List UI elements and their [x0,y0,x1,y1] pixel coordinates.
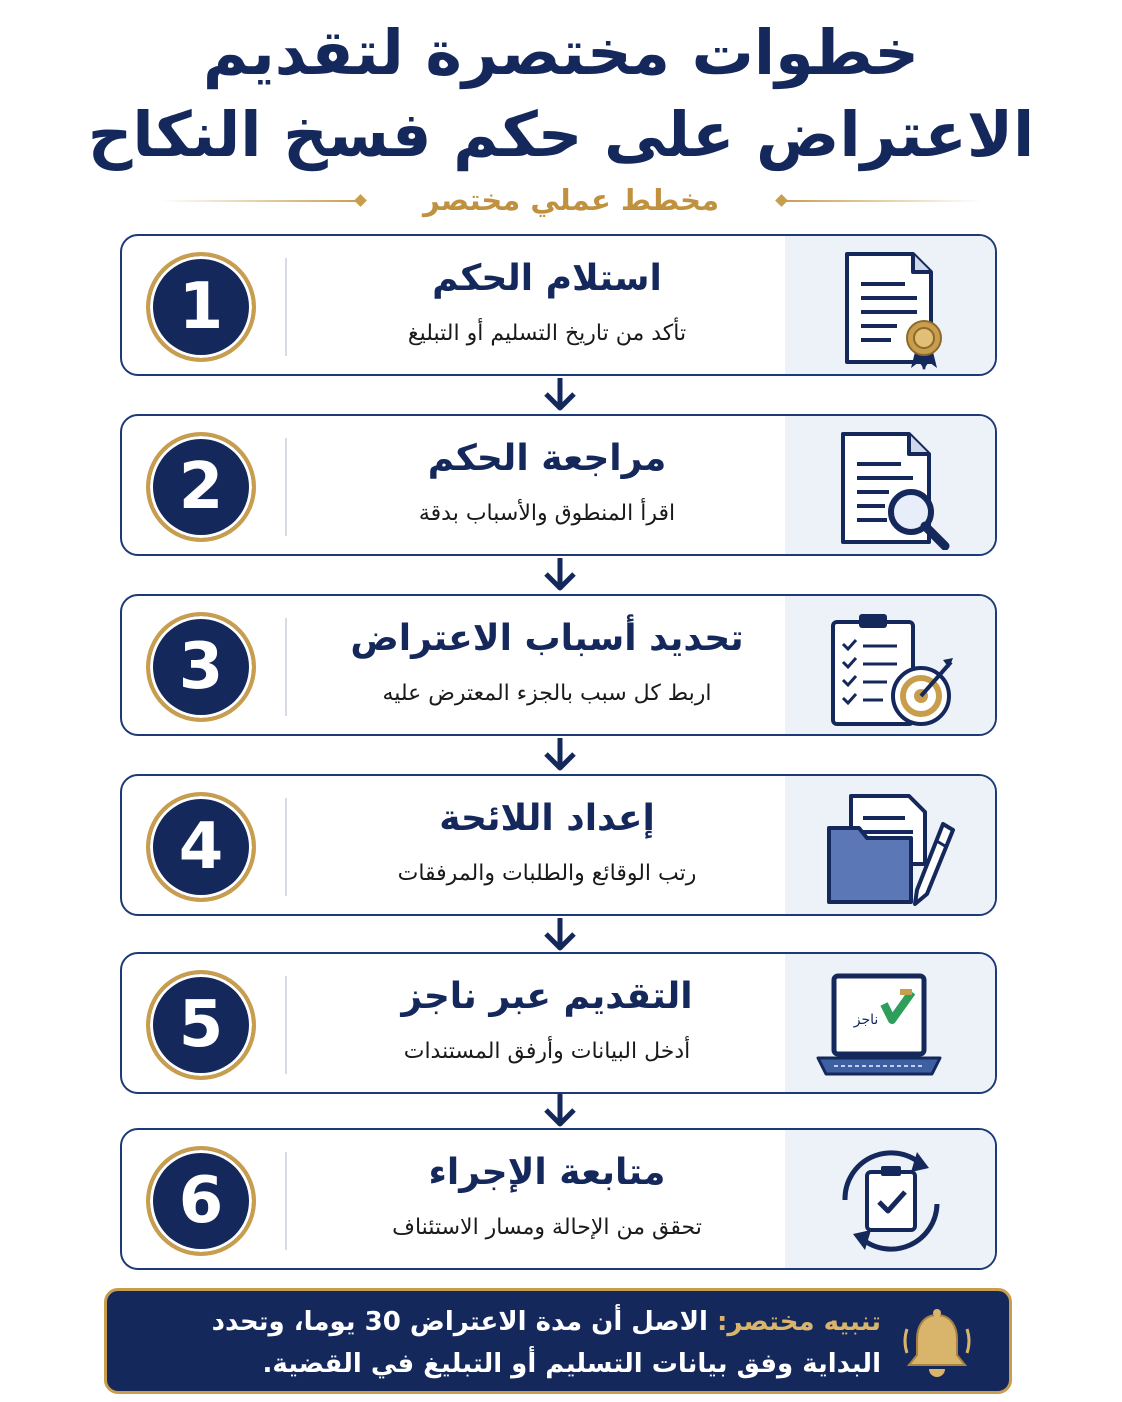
step-description: أدخل البيانات وأرفق المستندات [403,1039,691,1064]
step-description: تأكد من تاريخ التسليم أو التبليغ [407,321,687,346]
step-number-badge: 5 [146,970,256,1080]
step-divider [285,1152,287,1250]
step-title: استلام الحكم [432,258,662,299]
arrow-down-icon [540,916,580,952]
subtitle-divider-right [782,200,982,202]
page-subtitle: مخطط عملي مختصر [422,183,720,217]
step-card-3 [120,594,997,736]
step-divider [285,258,287,356]
laptop-najiz-icon [789,962,969,1088]
arrow-down-icon [540,376,580,412]
step-description: اربط كل سبب بالجزء المعترض عليه [382,681,712,706]
step-card-1 [120,234,997,376]
arrow-down-icon [540,1092,580,1128]
step-number-badge: 1 [146,252,256,362]
najiz-logo-text: ناجز [853,1012,879,1028]
alert-text-block [137,1301,881,1385]
step-description: اقرأ المنطوق والأسباب بدقة [418,501,676,526]
step-card-6 [120,1128,997,1270]
step-description: رتب الوقائع والطلبات والمرفقات [397,861,697,886]
folder-pen-icon [825,784,955,910]
step-number-badge: 6 [146,1146,256,1256]
step-card-5 [120,952,997,1094]
subtitle-row [160,178,982,222]
step-title: تحديد أسباب الاعتراض [350,618,744,659]
step-divider [285,618,287,716]
step-description: تحقق من الإحالة ومسار الاستئناف [392,1215,702,1240]
bell-icon [901,1305,973,1381]
checklist-target-icon [825,604,955,730]
step-number-badge: 3 [146,612,256,722]
page-title-line-2: الاعتراض على حكم فسخ النكاح [87,98,1035,171]
alert-label: تنبيه مختصر: [716,1307,881,1337]
step-card-4 [120,774,997,916]
step-divider [285,438,287,536]
step-title: مراجعة الحكم [427,438,667,479]
page-title-line-1: خطوات مختصرة لتقديم [202,16,920,89]
clipboard-cycle-icon [825,1138,955,1264]
certificate-document-icon [825,244,955,370]
arrow-down-icon [540,556,580,592]
step-number-badge: 2 [146,432,256,542]
step-number-badge: 4 [146,792,256,902]
step-title: التقديم عبر ناجز [401,976,693,1017]
document-search-icon [825,424,955,550]
step-title: متابعة الإجراء [428,1152,666,1193]
alert-banner [104,1288,1012,1394]
step-divider [285,798,287,896]
step-divider [285,976,287,1074]
alert-message: الاصل أن مدة الاعتراض 30 يوما، وتحدد البداية وفق بيانات التسليم أو التبليغ في القضية. [211,1307,881,1379]
step-card-2 [120,414,997,556]
step-title: إعداد اللائحة [439,798,655,839]
arrow-down-icon [540,736,580,772]
